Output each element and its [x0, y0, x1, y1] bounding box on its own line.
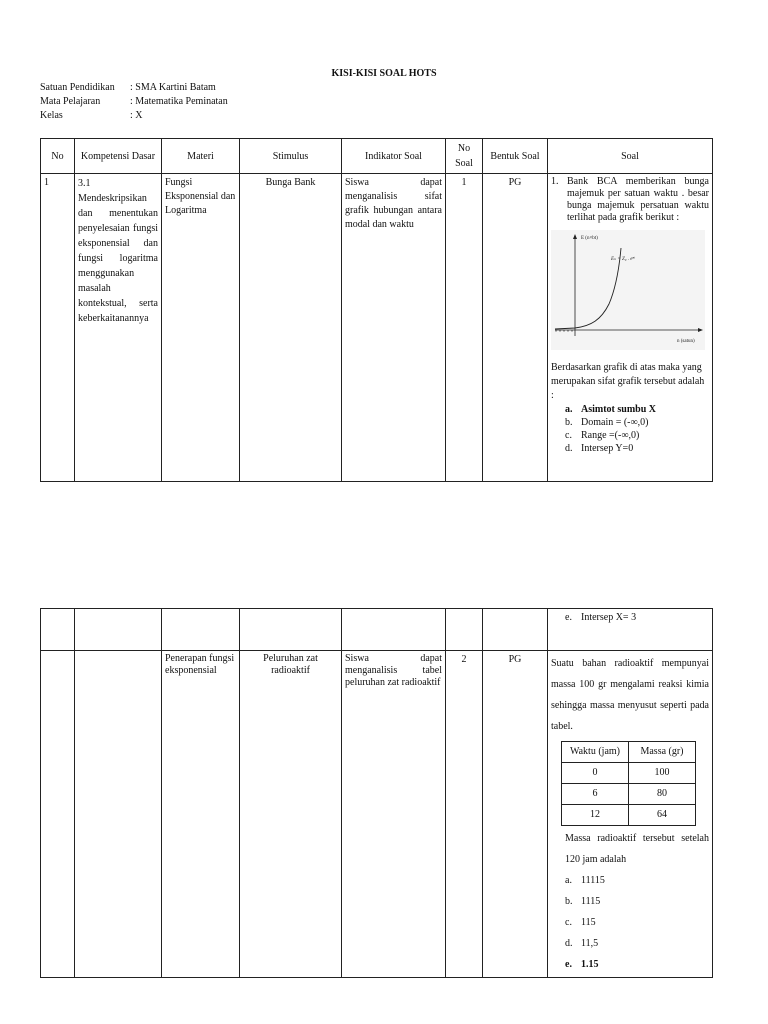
soal-intro: Suatu bahan radioaktif mempunyai massa 100 gr mengalami reaksi kimia sehingga massa menyusut seperti pada tabel. — [551, 658, 709, 732]
header-stimulus: Stimulus — [240, 139, 342, 174]
decay-cell: 80 — [629, 784, 696, 805]
meta-value: : Matematika Peminatan — [130, 96, 228, 107]
header-kompetensi: Kompetensi Dasar — [75, 139, 162, 174]
option-b: b. Domain = (-∞,0) — [565, 416, 649, 428]
cell-indikator: Siswa dapat menganalisis sifat grafik hubungan antara modal dan waktu — [342, 174, 446, 482]
cell-stimulus: Bunga Bank — [240, 174, 342, 482]
kisi-table-page2 — [40, 608, 713, 978]
exponential-graph — [551, 230, 705, 350]
header-no-soal: No Soal — [446, 139, 483, 174]
meta-value: : X — [130, 110, 143, 121]
option-c: c. Range =(-∞,0) — [565, 429, 640, 441]
option-c: c. 115 — [565, 917, 596, 928]
meta-key: Satuan Pendidikan — [40, 82, 115, 93]
header-materi: Materi — [162, 139, 240, 174]
decay-cell: 64 — [629, 805, 696, 826]
option-d: d. Intersep Y=0 — [565, 442, 634, 454]
option-d: d. 11,5 — [565, 938, 599, 949]
cell-materi: Fungsi Eksponensial dan Logaritma — [162, 174, 240, 482]
graph-x-label: n (satun) — [677, 339, 695, 344]
cell-soal — [548, 174, 713, 482]
meta-value: : SMA Kartini Batam — [130, 82, 216, 93]
cell-kompetensi: 3.1 Mendeskripsikan dan menentukan penyelesaian fungsi eksponensial dan fungsi logaritma menggunakan masalah kontekstual, serta keberkaitanannya — [75, 174, 162, 482]
document-title: KISI-KISI SOAL HOTS — [331, 68, 437, 79]
option-e: e. Intersep X= 3 — [565, 612, 637, 623]
meta-key: Mata Pelajaran — [40, 96, 101, 107]
graph-y-label: E (n×bt) — [581, 236, 598, 241]
cell-no-soal: 2 — [446, 651, 483, 978]
soal-options — [551, 403, 709, 455]
header-no: No — [41, 139, 75, 174]
table-header-row — [41, 139, 713, 174]
cell-no: 1 — [41, 174, 75, 482]
meta-row-satuan — [40, 81, 228, 95]
soal-intro: Bank BCA memberikan bunga majemuk per satuan waktu . besar bunga majemuk persatuan waktu terlihat pada grafik berikut : — [567, 176, 709, 223]
decay-header-massa: Massa (gr) — [629, 742, 696, 763]
soal-options — [551, 870, 709, 975]
cell-soal-continued — [548, 609, 713, 651]
cell-materi: Penerapan fungsi eksponensial — [162, 651, 240, 978]
document-meta — [40, 81, 228, 123]
meta-key: Kelas — [40, 110, 63, 121]
cell-bentuk: PG — [483, 651, 548, 978]
header-bentuk: Bentuk Soal — [483, 139, 548, 174]
soal-number: 1. — [551, 176, 559, 187]
kisi-table-page1 — [40, 138, 713, 482]
soal-question: Berdasarkan grafik di atas maka yang merupakan sifat grafik tersebut adalah : — [551, 361, 705, 401]
decay-cell: 100 — [629, 763, 696, 784]
decay-header-waktu: Waktu (jam) — [562, 742, 629, 763]
table-row — [41, 609, 713, 651]
option-a: a. 11115 — [565, 875, 605, 886]
decay-table — [561, 741, 696, 826]
meta-row-kelas — [40, 109, 228, 123]
cell-no-soal: 1 — [446, 174, 483, 482]
table-row — [41, 174, 713, 482]
cell-stimulus: Peluruhan zat radioaktif — [240, 651, 342, 978]
decay-cell: 6 — [562, 784, 629, 805]
option-b: b. 1115 — [565, 896, 601, 907]
decay-cell: 12 — [562, 805, 629, 826]
soal-question: Massa radioaktif tersebut setelah 120 jam adalah — [565, 833, 709, 865]
graph-formula: Eₙ = Z₀ . eⁿᵗ — [611, 257, 635, 262]
cell-bentuk: PG — [483, 174, 548, 482]
meta-row-mapel — [40, 95, 228, 109]
table-row — [41, 651, 713, 978]
option-a: a. Asimtot sumbu X — [565, 403, 657, 415]
header-indikator: Indikator Soal — [342, 139, 446, 174]
decay-cell: 0 — [562, 763, 629, 784]
option-e: e. 1.15 — [565, 959, 599, 970]
cell-indikator: Siswa dapat menganalisis tabel peluruhan zat radioaktif — [342, 651, 446, 978]
cell-soal — [548, 651, 713, 978]
header-soal: Soal — [548, 139, 713, 174]
